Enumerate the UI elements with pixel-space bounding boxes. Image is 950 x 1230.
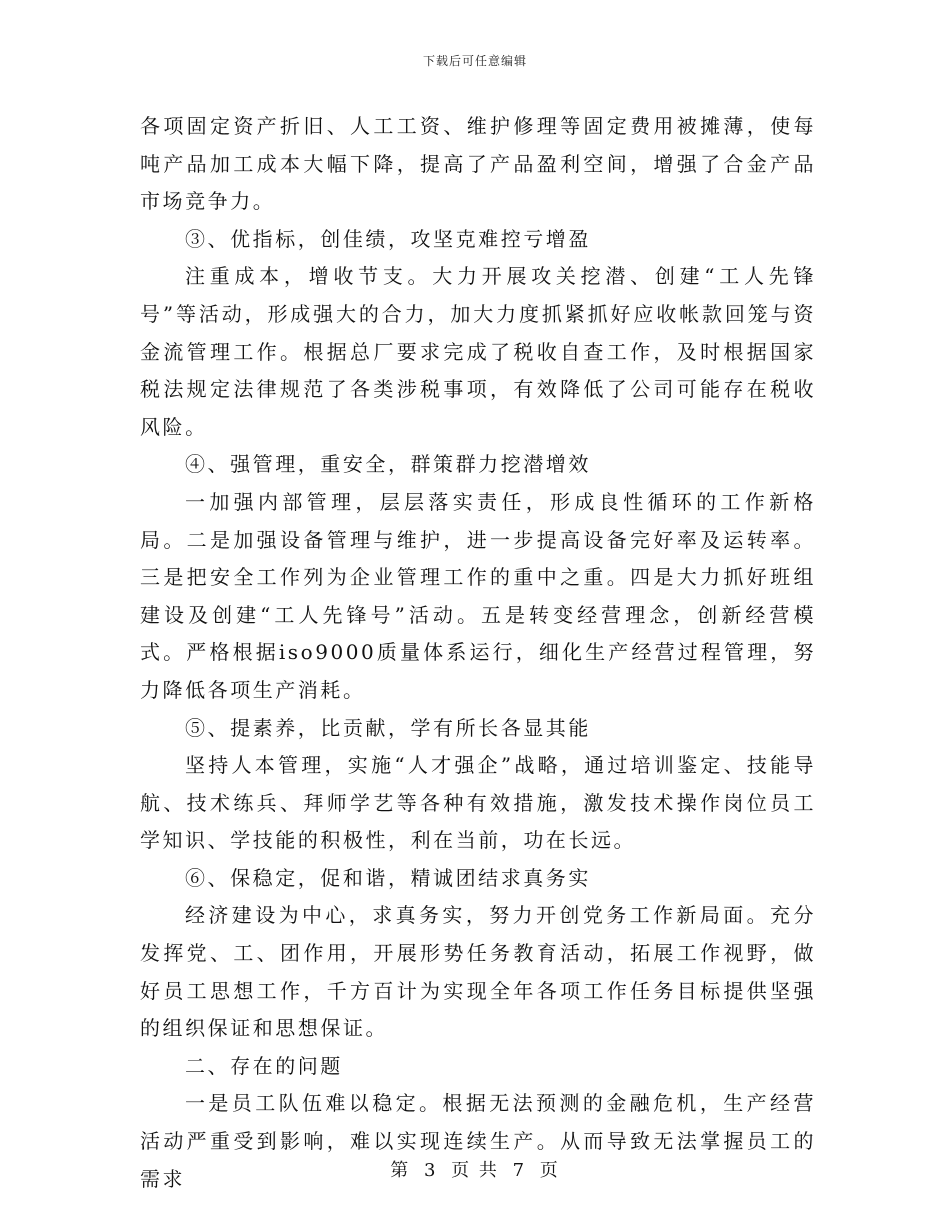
current-page-number: 3 bbox=[423, 1160, 438, 1181]
section-heading: 二、存在的问题 bbox=[185, 1053, 343, 1078]
header-note: 下载后可任意编辑 bbox=[422, 54, 527, 68]
footer-suffix: 页 bbox=[539, 1160, 560, 1181]
section-heading: ③、优指标，创佳绩，攻坚克难控亏增盈 bbox=[185, 226, 591, 251]
paragraph: 一加强内部管理，层层落实责任，形成良性循环的工作新格局。二是加强设备管理与维护，进一步提高设备完好率及运转率。三是把安全工作列为企业管理工作的重中之重。四是大力抓好班组建设及创建“工人先锋号”活动。五是转变经营理念，创新经营模式。严格根据iso9000质量体系运行，细化生产经营过程管理，努力降低各项生产消耗。 bbox=[140, 489, 816, 702]
footer-prefix: 第 bbox=[390, 1160, 411, 1181]
footer-middle: 页 共 bbox=[451, 1160, 499, 1181]
section-heading: ④、强管理，重安全，群策群力挖潜增效 bbox=[185, 452, 591, 477]
page-header bbox=[0, 52, 950, 69]
paragraph: 一是员工队伍难以稳定。根据无法预测的金融危机，生产经营活动严重受到影响，难以实现连续生产。从而导致无法掌握员工的需求 bbox=[140, 1091, 816, 1191]
paragraph: 各项固定资产折旧、人工工资、维护修理等固定费用被摊薄，使每吨产品加工成本大幅下降，提高了产品盈利空间，增强了合金产品市场竞争力。 bbox=[140, 114, 816, 214]
total-pages-number: 7 bbox=[512, 1160, 527, 1181]
paragraph: 经济建设为中心，求真务实，努力开创党务工作新局面。充分发挥党、工、团作用，开展形势任务教育活动，拓展工作视野，做好员工思想工作，千方百计为实现全年各项工作任务目标提供坚强的组织保证和思想保证。 bbox=[140, 903, 816, 1041]
section-heading: ⑥、保稳定，促和谐，精诚团结求真务实 bbox=[185, 865, 591, 890]
page-footer bbox=[0, 1156, 950, 1182]
section-heading: ⑤、提素养，比贡献，学有所长各显其能 bbox=[185, 715, 591, 740]
document-body bbox=[140, 108, 816, 1198]
paragraph: 坚持人本管理，实施“人才强企”战略，通过培训鉴定、技能导航、技术练兵、拜师学艺等各种有效措施，激发技术操作岗位员工学知识、学技能的积极性，利在当前，功在长远。 bbox=[140, 753, 816, 853]
paragraph: 注重成本，增收节支。大力开展攻关挖潜、创建“工人先锋号”等活动，形成强大的合力，加大力度抓紧抓好应收帐款回笼与资金流管理工作。根据总厂要求完成了税收自查工作，及时根据国家税法规定法律规范了各类涉税事项，有效降低了公司可能存在税收风险。 bbox=[140, 264, 816, 439]
